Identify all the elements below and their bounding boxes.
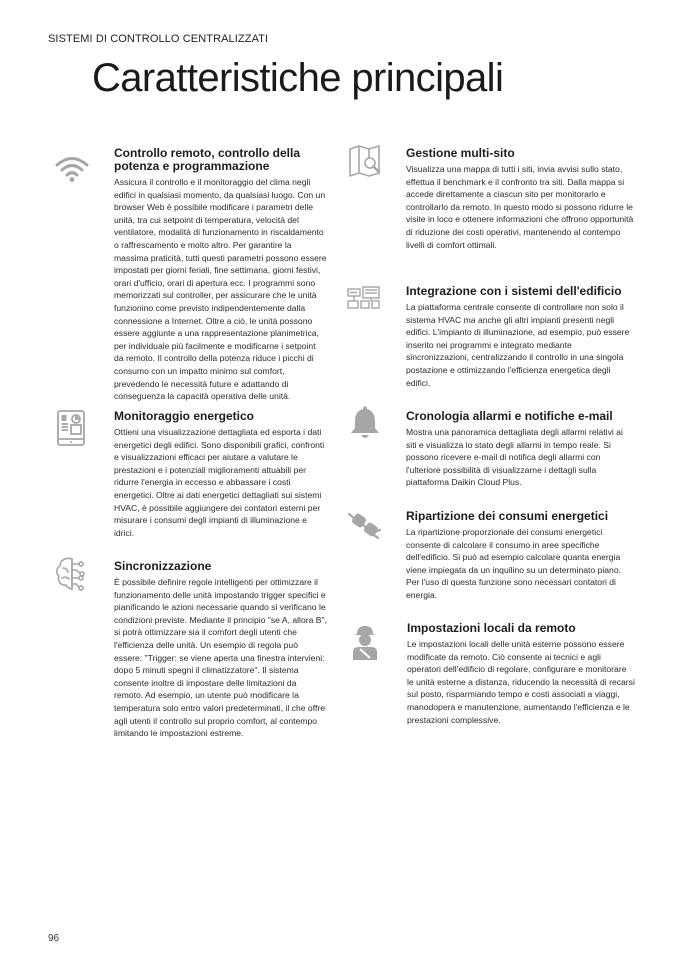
feature-text: La ripartizione proporzionale dei consumi energetici consente di calcolare il consumo in aree specifiche dell'edificio. Si può ad esempio calcolare quanta energia viene impiegata da un inquilino su un determinato piano. Per l'uso di questa funzione sono necessari contatori di energia. bbox=[406, 527, 621, 600]
feature-remote-control bbox=[52, 147, 327, 403]
section-label: SISTEMI DI CONTROLLO CENTRALIZZATI bbox=[48, 33, 269, 45]
feature-title: Gestione multi-sito bbox=[406, 146, 515, 160]
feature-synchronization bbox=[52, 560, 327, 740]
wifi-icon bbox=[52, 149, 92, 189]
feature-title: Integrazione con i sistemi dell'edificio bbox=[406, 284, 622, 298]
feature-text: Assicura il controllo e il monitoraggio del clima negli edifici in qualsiasi momento, da qualsiasi luogo. Con un browser Web è possibile modificare i parametri delle unità, tra cui setpoint di temperatura, velocità del ventilatore, modalità di funzionamento in riscaldamento o raffrescamento e molto altro. Per garantire la massima praticità, tutti questi parametri possono essere impostati per giorni feriali, fine settimana, giorni festivi, orari d'ufficio, orari di apertura ecc. I programmi sono memorizzati sul controller, per assicurare che le unità funzionino come previsto indipendentemente dalla connessione a Internet. Oltre a ciò, le unità possono essere aggiunte a una rappresentazione planimetrica, per individuale più facilmente e modificarne i setpoint da remoto. Il controllo della potenza riduce i picchi di consumo con un impatto minimo sul comfort, prevedendo le necessità future e adattando di conseguenza la capacità operativa delle unità. bbox=[114, 177, 327, 402]
feature-energy-monitoring bbox=[52, 410, 327, 539]
feature-text: Ottieni una visualizzazione dettagliata ed esporta i dati energetici degli edifici. Sono disponibili grafici, confronti e visualizzazioni efficaci per aiutare a valutare le prestazioni e i potenziali miglioramenti attuabili per ridurre l'energia in eccesso e abbassare i costi energetici. Oltre ai dati energetici dettagliati sui sistemi HVAC, è possibile aggiungere dei contatori esterni per misurare i consumi degli impianti di illuminazione e idrici. bbox=[114, 427, 325, 538]
page-number: 96 bbox=[48, 933, 60, 944]
feature-title: Impostazioni locali da remoto bbox=[407, 621, 576, 635]
tablet-dashboard-icon bbox=[52, 408, 92, 448]
feature-title: Controllo remoto, controllo della potenza e programmazione bbox=[114, 146, 300, 173]
feature-remote-field-settings bbox=[345, 622, 635, 726]
page-title: Caratteristiche principali bbox=[92, 56, 504, 100]
feature-title: Cronologia allarmi e notifiche e-mail bbox=[406, 409, 613, 423]
bell-icon bbox=[345, 404, 385, 444]
technician-icon bbox=[345, 622, 385, 662]
brain-circuit-icon bbox=[52, 554, 92, 594]
plug-split-icon bbox=[345, 504, 385, 544]
feature-text: È possibile definire regole intelligenti per ottimizzare il funzionamento delle unità impostando trigger specifici e pianificando le azioni necessarie quando si verificano le condizioni previste. Mediante il principio "se A, allora B", si potrà ottimizzare sia il comfort degli utenti che l'efficienza delle unità. Un esempio di regola può essere: "Trigger: se viene aperta una finestra intervieni: dopo 5 minuti spegni il climatizzatore". Il sistema consente inoltre di impostare delle limitazioni da remoto. Ad esempio, un utente può modificare la temperatura solo entro valori predeterminati, il che offre agli utenti il controllo sul proprio comfort, al contempo limitando le impostazioni estreme. bbox=[114, 577, 327, 739]
feature-title: Sincronizzazione bbox=[114, 559, 212, 573]
feature-title: Monitoraggio energetico bbox=[114, 409, 255, 423]
feature-text: Visualizza una mappa di tutti i siti, invia avvisi sullo stato, effettua il benchmark e il confronto tra siti. Dalla mappa si accede direttamente a ciascun sito per monitorarlo e controllarlo da remoto. In questo modo si possono ridurre le visite in loco e ottenere informazioni che offrono opportunità di riduzione dei costi operativi, mantenendo al contempo livelli di comfort ottimali. bbox=[406, 164, 634, 250]
feature-building-integration bbox=[345, 285, 635, 389]
feature-energy-allocation bbox=[345, 510, 635, 602]
feature-multi-site bbox=[345, 147, 635, 251]
map-search-icon bbox=[345, 141, 385, 181]
feature-text: Le impostazioni locali delle unità esterne possono essere modificate da remoto. Ciò consente ai tecnici e agli operatori dell'edificio di regolare, configurare e monitorare le unità esterne a distanza, riducendo la necessità di recarsi sul posto, risparmiando tempo e costi associati a viaggi, manodopera e manutenzione, aumentando l'efficienza e le prestazioni complessive. bbox=[407, 639, 635, 725]
feature-alarm-history bbox=[345, 410, 635, 489]
feature-text: La piattaforma centrale consente di controllare non solo il sistema HVAC ma anche gli altri impianti presenti negli edifici. L'impianto di illuminazione, ad esempio, può essere inserito nei programmi e integrato mediante sincronizzazioni, centralizzando il controllo in una singola postazione e ottimizzando l'efficienza energetica degli edifici. bbox=[406, 302, 630, 388]
feature-title: Ripartizione dei consumi energetici bbox=[406, 509, 609, 523]
building-systems-icon bbox=[345, 281, 385, 321]
feature-text: Mostra una panoramica dettagliata degli allarmi relativi ai siti e visualizza lo stato degli allarmi in tempo reale. Si possono ricevere e-mail di notifica degli allarmi con l'ulteriore possibilità di visualizzarne i dettagli sulla piattaforma Daikin Cloud Plus. bbox=[406, 427, 623, 488]
